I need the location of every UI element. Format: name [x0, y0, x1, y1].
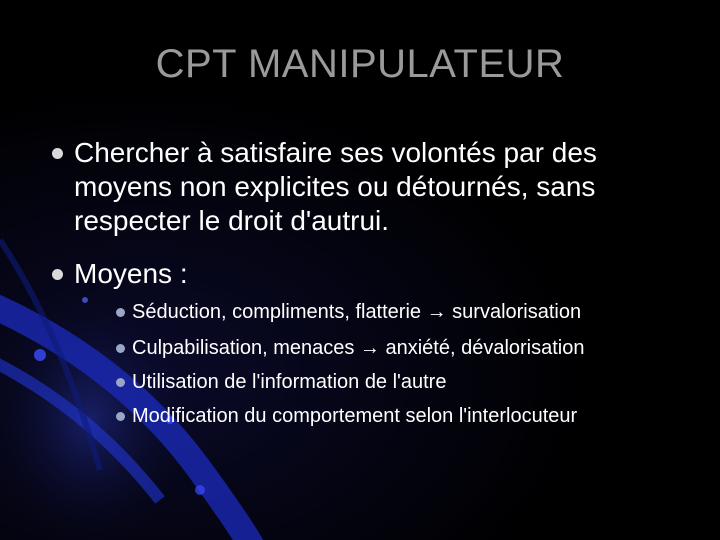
sub-bullet-text: [132, 300, 581, 324]
bullet-dot-icon: [52, 148, 63, 159]
sub-bullet-text-before: Séduction, compliments, flatterie: [132, 301, 422, 323]
deco-dot: [195, 485, 205, 495]
sub-bullet-text-after: anxiété, dévalorisation: [385, 337, 585, 359]
bullet-text: Chercher à satisfaire ses volontés par des moyens non explicites ou détournés, sans respecter le droit d'autrui.: [74, 137, 597, 236]
bullet-dot-icon: [52, 269, 63, 280]
sub-bullet-text: Utilisation de l'information de l'autre: [132, 371, 447, 393]
slide-title: CPT MANIPULATEUR: [155, 42, 565, 86]
right-arrow-icon: →: [359, 337, 380, 359]
sub-bullet-dot-icon: [116, 412, 125, 421]
sub-bullet-dot-icon: [116, 344, 125, 353]
sub-bullet-text: [132, 336, 584, 360]
deco-dot: [34, 349, 46, 361]
sub-bullet-text: Modification du comportement selon l'interlocuteur: [132, 405, 578, 427]
sub-bullet-dot-icon: [116, 308, 125, 317]
bullet-text: Moyens :: [74, 258, 188, 289]
sub-bullet-text-after: survalorisation: [452, 301, 582, 323]
sub-bullet-dot-icon: [116, 378, 125, 387]
right-arrow-icon: →: [426, 301, 447, 323]
sub-bullet-text-before: Culpabilisation, menaces: [132, 337, 355, 359]
deco-dot: [82, 297, 88, 303]
